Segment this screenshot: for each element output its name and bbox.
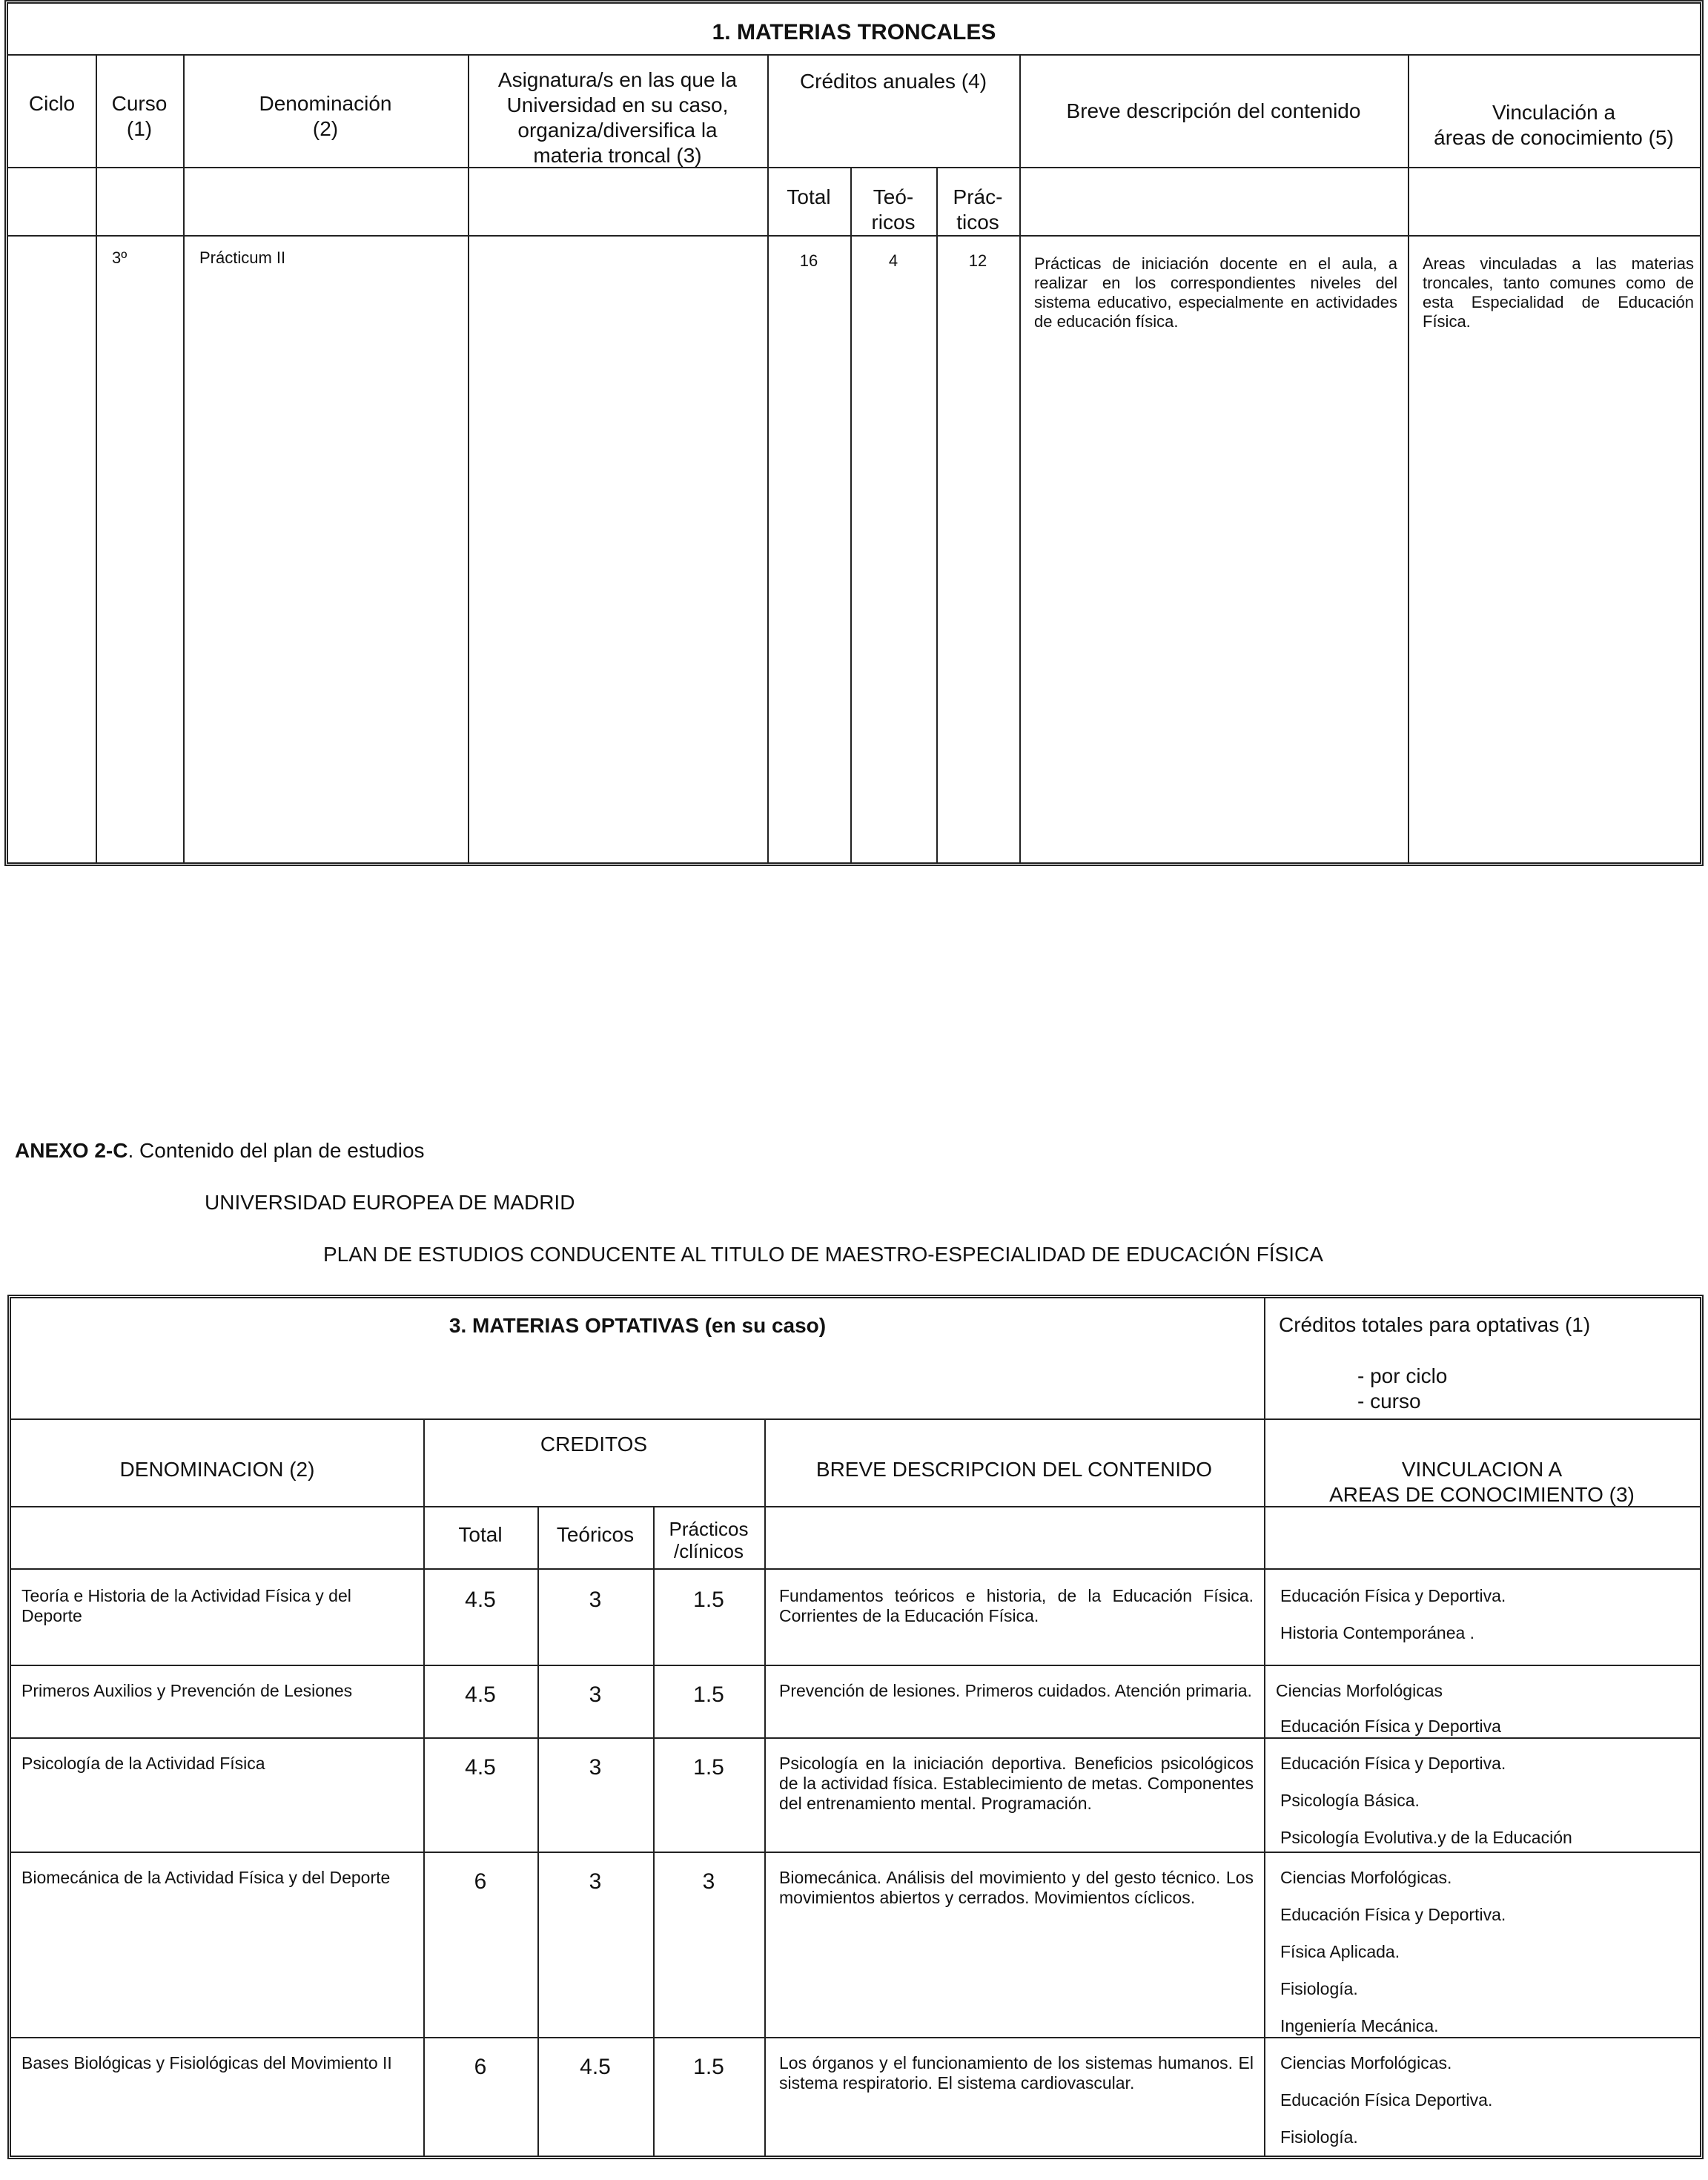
anexo-label: ANEXO 2-C [15, 1139, 128, 1162]
row-descripcion: Psicología en la iniciación deportiva. Beneficios psicológicos de la actividad física. Establecimiento de metas. Componentes del entrenamiento mental. Programación. [779, 1754, 1254, 1813]
divider [8, 167, 1700, 168]
header-teoricos: Teóricos [556, 1523, 635, 1546]
header-breve-descripcion: BREVE DESCRIPCION DEL CONTENIDO [815, 1458, 1213, 1481]
header-curso: Curso (1) [111, 92, 168, 140]
curso-label: - curso [1357, 1390, 1421, 1413]
divider [1019, 54, 1021, 862]
divider [1264, 1298, 1265, 2156]
row-area: Ciencias Morfológicas. [1280, 1868, 1452, 1887]
row-practicos: 12 [968, 251, 987, 270]
row-practicos: 1.5 [693, 2055, 724, 2079]
row-total: 4.5 [465, 1682, 496, 1707]
plan-title: PLAN DE ESTUDIOS CONDUCENTE AL TITULO DE MAESTRO-ESPECIALIDAD DE EDUCACIÓN FÍSICA [323, 1243, 1323, 1266]
row-denominacion: Prácticum II [199, 248, 286, 267]
row-denominacion: Bases Biológicas y Fisiológicas del Movimiento II [21, 2053, 392, 2072]
row-total: 16 [799, 251, 818, 270]
row-descripcion: Los órganos y el funcionamiento de los sistemas humanos. El sistema respiratorio. El sistema cardiovascular. [779, 2053, 1254, 2093]
header-vinculacion: VINCULACION A AREAS DE CONOCIMIENTO (3) [1329, 1458, 1635, 1506]
row-practicos: 1.5 [693, 1588, 724, 1612]
header-ciclo: Ciclo [28, 92, 76, 115]
row-denominacion: Primeros Auxilios y Prevención de Lesiones [21, 1681, 353, 1700]
anexo-description: . Contenido del plan de estudios [128, 1139, 425, 1162]
header-practicos: Prácticos /clínicos [669, 1518, 749, 1562]
row-area: Fisiología. [1280, 2127, 1358, 2147]
divider [767, 54, 769, 862]
table-title: 1. MATERIAS TRONCALES [712, 20, 996, 44]
divider [183, 54, 185, 862]
row-practicos: 3 [702, 1869, 715, 1894]
header-asignatura: Asignatura/s en las que la Universidad en su caso, organiza/diversifica la materia troncal (3) [497, 68, 738, 167]
header-denominacion: DENOMINACION (2) [119, 1458, 315, 1481]
row-practicos: 1.5 [693, 1682, 724, 1707]
divider [11, 1737, 1700, 1739]
row-descripcion: Biomecánica. Análisis del movimiento y del gesto técnico. Los movimientos abiertos y cerrados. Movimientos cíclicos. [779, 1868, 1254, 1907]
divider [936, 167, 938, 862]
row-area: Educación Física y Deportiva. [1280, 1754, 1506, 1773]
divider [11, 1852, 1700, 1853]
row-area: Ciencias Morfológicas. [1280, 2053, 1452, 2072]
por-ciclo-label: - por ciclo [1357, 1364, 1448, 1387]
header-teoricos: Teó- ricos [871, 185, 916, 234]
header-total: Total [787, 185, 831, 208]
header-vinculacion: Vinculación a áreas de conocimiento (5) [1434, 101, 1674, 149]
divider [1408, 54, 1409, 862]
row-teoricos: 4 [888, 251, 898, 270]
header-creditos: CREDITOS [540, 1433, 648, 1456]
row-area: Educación Física y Deportiva [1280, 1717, 1501, 1736]
divider [11, 2037, 1700, 2038]
row-area: Fisiología. [1280, 1979, 1358, 1998]
row-teoricos: 3 [589, 1588, 602, 1612]
divider [11, 1418, 1700, 1420]
materias-optativas-table [7, 1295, 1704, 2159]
materias-troncales-table [4, 0, 1704, 866]
university-name: UNIVERSIDAD EUROPEA DE MADRID [205, 1191, 575, 1214]
divider [11, 1568, 1700, 1570]
row-area: Educación Física Deportiva. [1280, 2090, 1493, 2110]
row-area: Psicología Básica. [1280, 1791, 1420, 1810]
row-area: Ciencias Morfológicas [1276, 1681, 1443, 1700]
row-denominacion: Biomecánica de la Actividad Física y del Deporte [21, 1868, 391, 1887]
header-creditos: Créditos anuales (4) [799, 70, 987, 93]
table-title: 3. MATERIAS OPTATIVAS (en su caso) [448, 1314, 827, 1337]
row-area: Educación Física y Deportiva. [1280, 1905, 1506, 1924]
row-teoricos: 3 [589, 1682, 602, 1707]
row-teoricos: 3 [589, 1869, 602, 1894]
row-teoricos: 4.5 [580, 2055, 611, 2079]
divider [8, 54, 1700, 56]
row-practicos: 1.5 [693, 1755, 724, 1780]
divider [11, 1665, 1700, 1666]
row-area: Psicología Evolutiva.y de la Educación [1280, 1828, 1572, 1847]
divider [96, 54, 97, 862]
row-area: Física Aplicada. [1280, 1942, 1400, 1961]
creditos-totales-label: Créditos totales para optativas (1) [1279, 1313, 1591, 1336]
row-curso: 3º [112, 248, 128, 267]
creditos-totales-options [1357, 1364, 1447, 1414]
header-total: Total [458, 1523, 503, 1546]
row-area: Educación Física y Deportiva. [1280, 1586, 1506, 1605]
header-practicos: Prác- ticos [953, 185, 1003, 234]
row-teoricos: 3 [589, 1755, 602, 1780]
row-total: 4.5 [465, 1755, 496, 1780]
row-area: Historia Contemporánea . [1280, 1623, 1475, 1642]
row-area: Ingeniería Mecánica. [1280, 2016, 1439, 2035]
row-total: 4.5 [465, 1588, 496, 1612]
row-vinculacion: Areas vinculadas a las materias troncales, tanto comunes como de esta Especialidad de Educación Física. [1423, 254, 1694, 331]
header-denominacion: Denominación (2) [259, 92, 392, 140]
row-total: 6 [474, 1869, 487, 1894]
divider [468, 54, 469, 862]
row-total: 6 [474, 2055, 487, 2079]
anexo-heading [15, 1139, 425, 1163]
row-descripcion: Prácticas de iniciación docente en el aula, a realizar en los correspondientes niveles del sistema educativo, especialmente en actividades de educación física. [1034, 254, 1397, 331]
row-descripcion: Fundamentos teóricos e historia, de la Educación Física. Corrientes de la Educación Física. [779, 1586, 1254, 1625]
divider [764, 1418, 766, 2156]
header-breve-descripcion: Breve descripción del contenido [1066, 99, 1361, 122]
divider [8, 235, 1700, 237]
row-denominacion: Teoría e Historia de la Actividad Física y del Deporte [21, 1586, 351, 1625]
divider [850, 167, 852, 862]
row-denominacion: Psicología de la Actividad Física [21, 1754, 265, 1773]
row-descripcion: Prevención de lesiones. Primeros cuidados. Atención primaria. [779, 1681, 1252, 1700]
